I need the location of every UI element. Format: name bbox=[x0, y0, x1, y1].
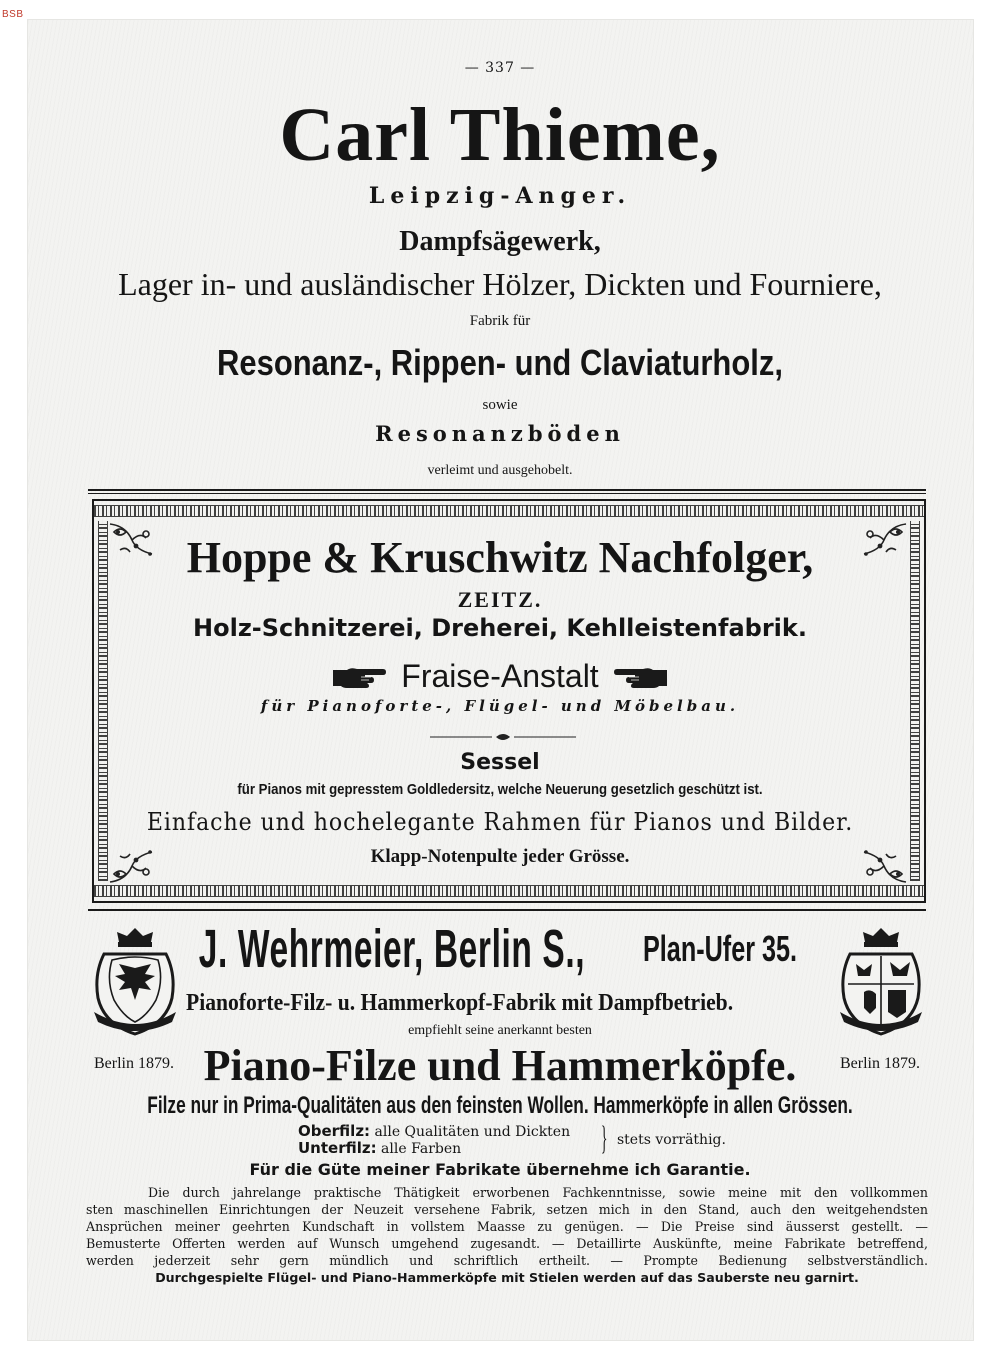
greek-key-border bbox=[94, 885, 924, 897]
pointing-hand-right-icon bbox=[331, 665, 387, 689]
thieme-business: Dampfsägewerk, bbox=[399, 226, 601, 257]
hoppe-fraise-line bbox=[0, 656, 1000, 695]
body-line: Die durch jahrelange praktische Thätigkeit erworbenen Fachkenntnisse, sowie meine mit den vollkommen bbox=[148, 1185, 928, 1200]
body-line: Bemusterte Offerten werden auf Wunsch umgehend zugesandt. — Detaillirte Auskünfte, meine Fabrikate betreffend, bbox=[86, 1236, 928, 1251]
page-number: — 337 — bbox=[464, 60, 536, 76]
wehrmeier-products: Piano-Filze und Hammerköpfe. bbox=[203, 1041, 797, 1090]
wehrmeier-factory: Pianoforte-Filz- u. Hammerkopf-Fabrik mit Dampfbetrieb. bbox=[186, 990, 734, 1016]
hoppe-fraise: Fraise-Anstalt bbox=[401, 658, 599, 695]
greek-key-border bbox=[94, 505, 924, 517]
hoppe-music-stands: Klapp-Notenpulte jeder Grösse. bbox=[370, 846, 630, 867]
hoppe-city: ZEITZ. bbox=[457, 587, 543, 612]
unterfilz-label: Unterfilz: bbox=[298, 1139, 377, 1157]
wehrmeier-award-right: Berlin 1879. bbox=[840, 1055, 920, 1072]
oberfilz-text: alle Qualitäten und Dickten bbox=[374, 1124, 571, 1140]
wehrmeier-recommends: empfiehlt seine anerkannt besten bbox=[408, 1023, 592, 1038]
pointing-hand-left-icon bbox=[613, 665, 669, 689]
wehrmeier-unterfilz bbox=[298, 1139, 461, 1157]
divider-rule bbox=[88, 493, 926, 494]
hoppe-trades: Holz-Schnitzerei, Dreherei, Kehlleistenfabrik. bbox=[193, 614, 807, 642]
wehrmeier-guarantee: Für die Güte meiner Fabrikate übernehme ich Garantie. bbox=[249, 1160, 751, 1179]
thieme-products: Resonanz-, Rippen- und Claviaturholz, bbox=[217, 342, 783, 383]
hoppe-sessel-description: für Pianos mit gepresstem Goldledersitz, welche Neuerung gesetzlich geschützt ist. bbox=[237, 781, 763, 798]
divider-rule bbox=[88, 489, 926, 491]
wehrmeier-address: Plan-Ufer 35. bbox=[643, 928, 798, 969]
wehrmeier-quality: Filze nur in Prima-Qualitäten aus den feinsten Wollen. Hammerköpfe in allen Grössen. bbox=[147, 1092, 853, 1119]
wehrmeier-oberfilz bbox=[298, 1122, 570, 1140]
wehrmeier-award-left: Berlin 1879. bbox=[94, 1055, 174, 1072]
thieme-boards: Resonanzböden bbox=[375, 421, 625, 446]
wehrmeier-body-text bbox=[86, 1184, 928, 1286]
body-line: Durchgespielte Flügel- und Piano-Hammerköpfe mit Stielen werden auf das Sauberste neu garnirt. bbox=[155, 1270, 859, 1285]
wehrmeier-stock-note: stets vorräthig. bbox=[617, 1132, 726, 1148]
hoppe-company-name: Hoppe & Kruschwitz Nachfolger, bbox=[186, 533, 814, 582]
thieme-fabrik-fuer: Fabrik für bbox=[469, 313, 531, 329]
unterfilz-text: alle Farben bbox=[381, 1141, 462, 1157]
thieme-city: Leipzig-Anger. bbox=[368, 183, 632, 209]
library-mark: BSB bbox=[2, 9, 24, 20]
body-line: Ansprüchen meiner geehrten Kundschaft in vollstem Maasse zu genügen. — Die Preise sind äusserst gestellt. — bbox=[86, 1219, 928, 1234]
hoppe-sessel: Sessel bbox=[460, 750, 540, 775]
brace-icon: } bbox=[600, 1120, 608, 1157]
thieme-boards-note: verleimt und ausgehobelt. bbox=[427, 463, 573, 478]
decorative-divider bbox=[430, 732, 576, 742]
berlin-bear-crest-icon bbox=[834, 926, 928, 1038]
thieme-company-name: Carl Thieme, bbox=[279, 93, 721, 177]
body-line: werden jederzeit sehr gern mündlich und schriftlich ertheilt. — Prompte Bedienung selbstverständlich. bbox=[86, 1253, 928, 1268]
thieme-stock: Lager in- und ausländischer Hölzer, Dickten und Fourniere, bbox=[118, 266, 882, 302]
wehrmeier-company-title: J. Wehrmeier, Berlin S., bbox=[198, 919, 586, 979]
divider-rule bbox=[88, 909, 926, 911]
oberfilz-label: Oberfilz: bbox=[298, 1122, 371, 1140]
thieme-sowie: sowie bbox=[482, 397, 518, 413]
hoppe-frames: Einfache und hochelegante Rahmen für Pianos und Bilder. bbox=[146, 808, 854, 836]
hoppe-fraise-use: für Pianoforte-, Flügel- und Möbelbau. bbox=[260, 697, 740, 715]
body-line: sten maschinellen Einrichtungen der Neuzeit versehene Fabrik, setzen mich in den Stand, auch den weitgehendsten bbox=[86, 1202, 928, 1217]
